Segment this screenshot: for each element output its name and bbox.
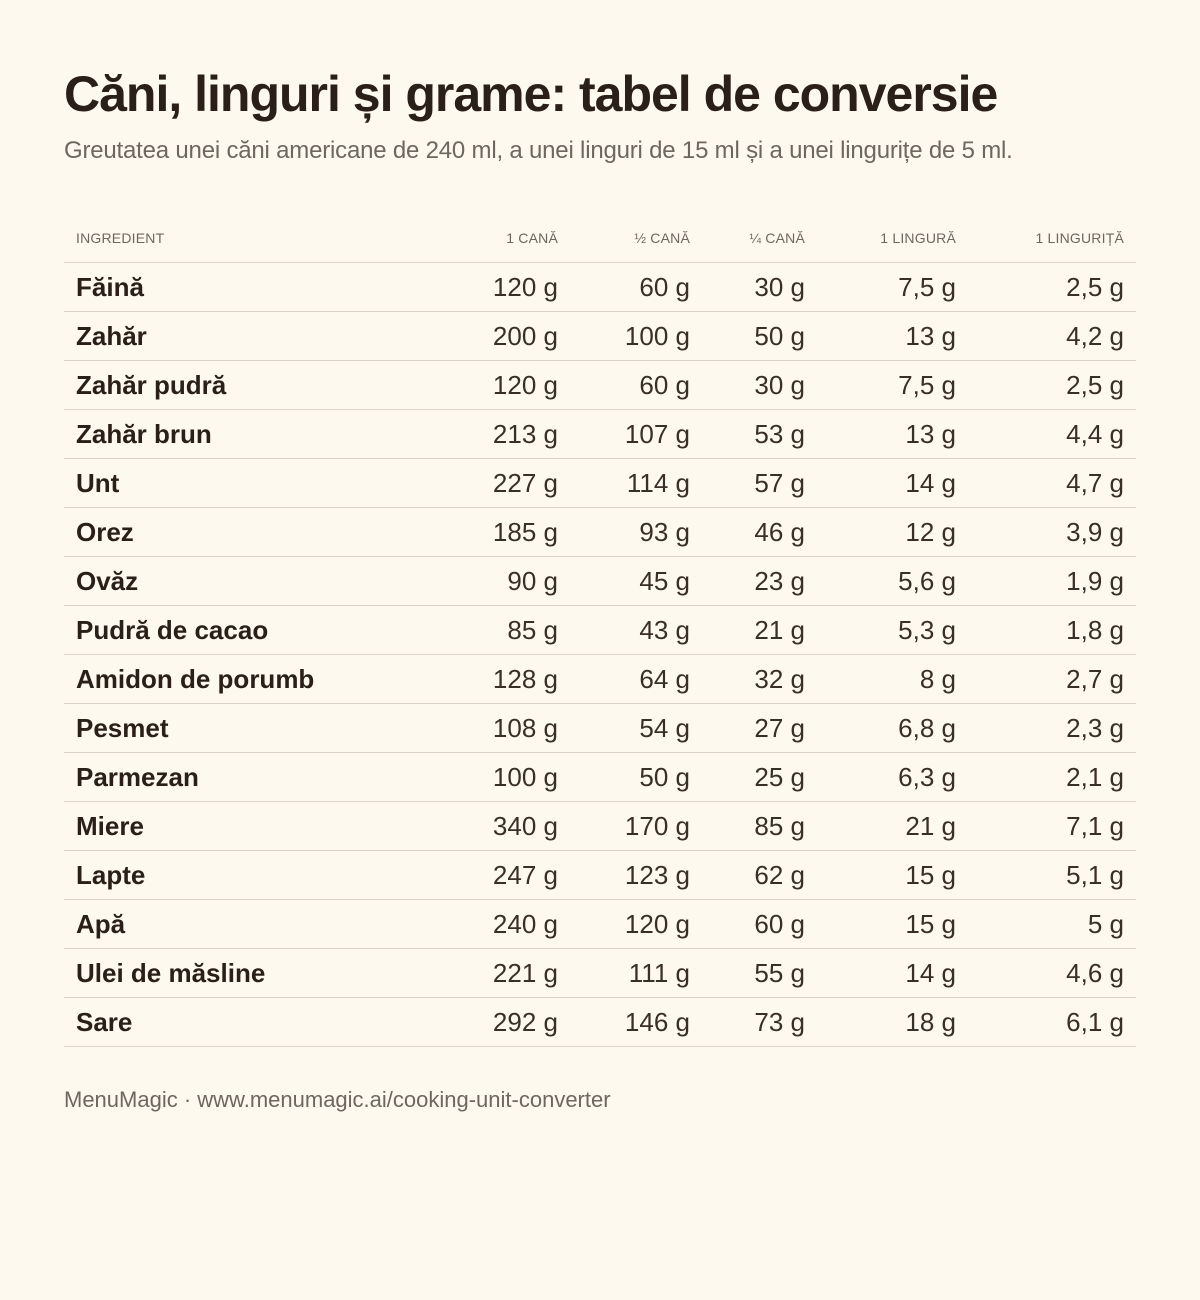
cell-1-cup: 227 g (472, 459, 570, 508)
ingredient-name: Sare (64, 998, 472, 1047)
cell-quarter-cup: 73 g (702, 998, 817, 1047)
cell-1-cup: 85 g (472, 606, 570, 655)
conversion-table (64, 214, 1136, 1047)
cell-quarter-cup: 25 g (702, 753, 817, 802)
cell-teaspoon: 1,8 g (968, 606, 1136, 655)
cell-1-cup: 292 g (472, 998, 570, 1047)
ingredient-name: Ulei de măsline (64, 949, 472, 998)
cell-teaspoon: 5 g (968, 900, 1136, 949)
ingredient-name: Unt (64, 459, 472, 508)
cell-teaspoon: 3,9 g (968, 508, 1136, 557)
ingredient-name: Făină (64, 263, 472, 312)
cell-half-cup: 100 g (570, 312, 702, 361)
cell-tablespoon: 13 g (817, 410, 968, 459)
cell-1-cup: 90 g (472, 557, 570, 606)
cell-1-cup: 185 g (472, 508, 570, 557)
cell-tablespoon: 15 g (817, 851, 968, 900)
table-row (64, 900, 1136, 949)
table-row (64, 508, 1136, 557)
cell-tablespoon: 14 g (817, 459, 968, 508)
ingredient-name: Pesmet (64, 704, 472, 753)
column-header-quarter-cup: ¼ CANĂ (702, 214, 817, 263)
ingredient-name: Apă (64, 900, 472, 949)
cell-quarter-cup: 57 g (702, 459, 817, 508)
ingredient-name: Orez (64, 508, 472, 557)
cell-teaspoon: 2,3 g (968, 704, 1136, 753)
cell-teaspoon: 1,9 g (968, 557, 1136, 606)
cell-teaspoon: 2,1 g (968, 753, 1136, 802)
ingredient-name: Zahăr (64, 312, 472, 361)
cell-1-cup: 247 g (472, 851, 570, 900)
cell-quarter-cup: 23 g (702, 557, 817, 606)
cell-tablespoon: 18 g (817, 998, 968, 1047)
cell-quarter-cup: 55 g (702, 949, 817, 998)
cell-1-cup: 213 g (472, 410, 570, 459)
cell-quarter-cup: 62 g (702, 851, 817, 900)
cell-tablespoon: 15 g (817, 900, 968, 949)
cell-half-cup: 60 g (570, 361, 702, 410)
table-row (64, 557, 1136, 606)
page (64, 64, 1136, 1047)
table-row (64, 459, 1136, 508)
cell-half-cup: 50 g (570, 753, 702, 802)
table-row (64, 312, 1136, 361)
cell-quarter-cup: 30 g (702, 263, 817, 312)
cell-tablespoon: 13 g (817, 312, 968, 361)
ingredient-name: Zahăr brun (64, 410, 472, 459)
footer-credit: MenuMagic · www.menumagic.ai/cooking-unit-converter (64, 1087, 611, 1112)
cell-teaspoon: 7,1 g (968, 802, 1136, 851)
cell-1-cup: 340 g (472, 802, 570, 851)
cell-1-cup: 100 g (472, 753, 570, 802)
cell-quarter-cup: 85 g (702, 802, 817, 851)
cell-quarter-cup: 50 g (702, 312, 817, 361)
cell-teaspoon: 6,1 g (968, 998, 1136, 1047)
page-title: Căni, linguri și grame: tabel de conversie (64, 66, 998, 122)
cell-half-cup: 60 g (570, 263, 702, 312)
table-row (64, 851, 1136, 900)
cell-half-cup: 120 g (570, 900, 702, 949)
ingredient-name: Lapte (64, 851, 472, 900)
table-row (64, 753, 1136, 802)
column-header-tablespoon: 1 LINGURĂ (817, 214, 968, 263)
ingredient-name: Zahăr pudră (64, 361, 472, 410)
cell-tablespoon: 7,5 g (817, 263, 968, 312)
cell-half-cup: 107 g (570, 410, 702, 459)
column-header-ingredient: INGREDIENT (64, 214, 472, 263)
column-header-teaspoon: 1 LINGURIȚĂ (968, 214, 1136, 263)
table-row (64, 410, 1136, 459)
cell-tablespoon: 8 g (817, 655, 968, 704)
cell-tablespoon: 6,3 g (817, 753, 968, 802)
cell-half-cup: 114 g (570, 459, 702, 508)
cell-half-cup: 54 g (570, 704, 702, 753)
cell-1-cup: 120 g (472, 263, 570, 312)
cell-teaspoon: 4,2 g (968, 312, 1136, 361)
cell-teaspoon: 4,4 g (968, 410, 1136, 459)
ingredient-name: Miere (64, 802, 472, 851)
cell-1-cup: 120 g (472, 361, 570, 410)
cell-quarter-cup: 30 g (702, 361, 817, 410)
table-row (64, 606, 1136, 655)
table-row (64, 263, 1136, 312)
cell-1-cup: 221 g (472, 949, 570, 998)
cell-tablespoon: 5,6 g (817, 557, 968, 606)
cell-tablespoon: 12 g (817, 508, 968, 557)
cell-quarter-cup: 21 g (702, 606, 817, 655)
cell-teaspoon: 5,1 g (968, 851, 1136, 900)
table-row (64, 655, 1136, 704)
cell-half-cup: 43 g (570, 606, 702, 655)
cell-half-cup: 146 g (570, 998, 702, 1047)
ingredient-name: Amidon de porumb (64, 655, 472, 704)
page-subtitle: Greutatea unei căni americane de 240 ml, a unei linguri de 15 ml și a unei lingurițe de 5 ml. (64, 137, 1013, 164)
cell-half-cup: 111 g (570, 949, 702, 998)
cell-quarter-cup: 46 g (702, 508, 817, 557)
cell-teaspoon: 2,5 g (968, 263, 1136, 312)
cell-teaspoon: 4,7 g (968, 459, 1136, 508)
cell-quarter-cup: 27 g (702, 704, 817, 753)
cell-quarter-cup: 32 g (702, 655, 817, 704)
cell-half-cup: 64 g (570, 655, 702, 704)
table-row (64, 949, 1136, 998)
cell-tablespoon: 5,3 g (817, 606, 968, 655)
cell-1-cup: 108 g (472, 704, 570, 753)
cell-teaspoon: 2,5 g (968, 361, 1136, 410)
cell-half-cup: 93 g (570, 508, 702, 557)
ingredient-name: Pudră de cacao (64, 606, 472, 655)
ingredient-name: Ovăz (64, 557, 472, 606)
cell-1-cup: 240 g (472, 900, 570, 949)
table-row (64, 802, 1136, 851)
column-header-1-cup: 1 CANĂ (472, 214, 570, 263)
cell-tablespoon: 14 g (817, 949, 968, 998)
cell-half-cup: 45 g (570, 557, 702, 606)
cell-half-cup: 170 g (570, 802, 702, 851)
cell-tablespoon: 21 g (817, 802, 968, 851)
cell-quarter-cup: 53 g (702, 410, 817, 459)
cell-teaspoon: 2,7 g (968, 655, 1136, 704)
cell-half-cup: 123 g (570, 851, 702, 900)
cell-quarter-cup: 60 g (702, 900, 817, 949)
cell-tablespoon: 7,5 g (817, 361, 968, 410)
ingredient-name: Parmezan (64, 753, 472, 802)
cell-1-cup: 128 g (472, 655, 570, 704)
cell-tablespoon: 6,8 g (817, 704, 968, 753)
cell-1-cup: 200 g (472, 312, 570, 361)
cell-teaspoon: 4,6 g (968, 949, 1136, 998)
column-header-half-cup: ½ CANĂ (570, 214, 702, 263)
table-row (64, 998, 1136, 1047)
table-row (64, 361, 1136, 410)
table-row (64, 704, 1136, 753)
table-header-row (64, 214, 1136, 263)
